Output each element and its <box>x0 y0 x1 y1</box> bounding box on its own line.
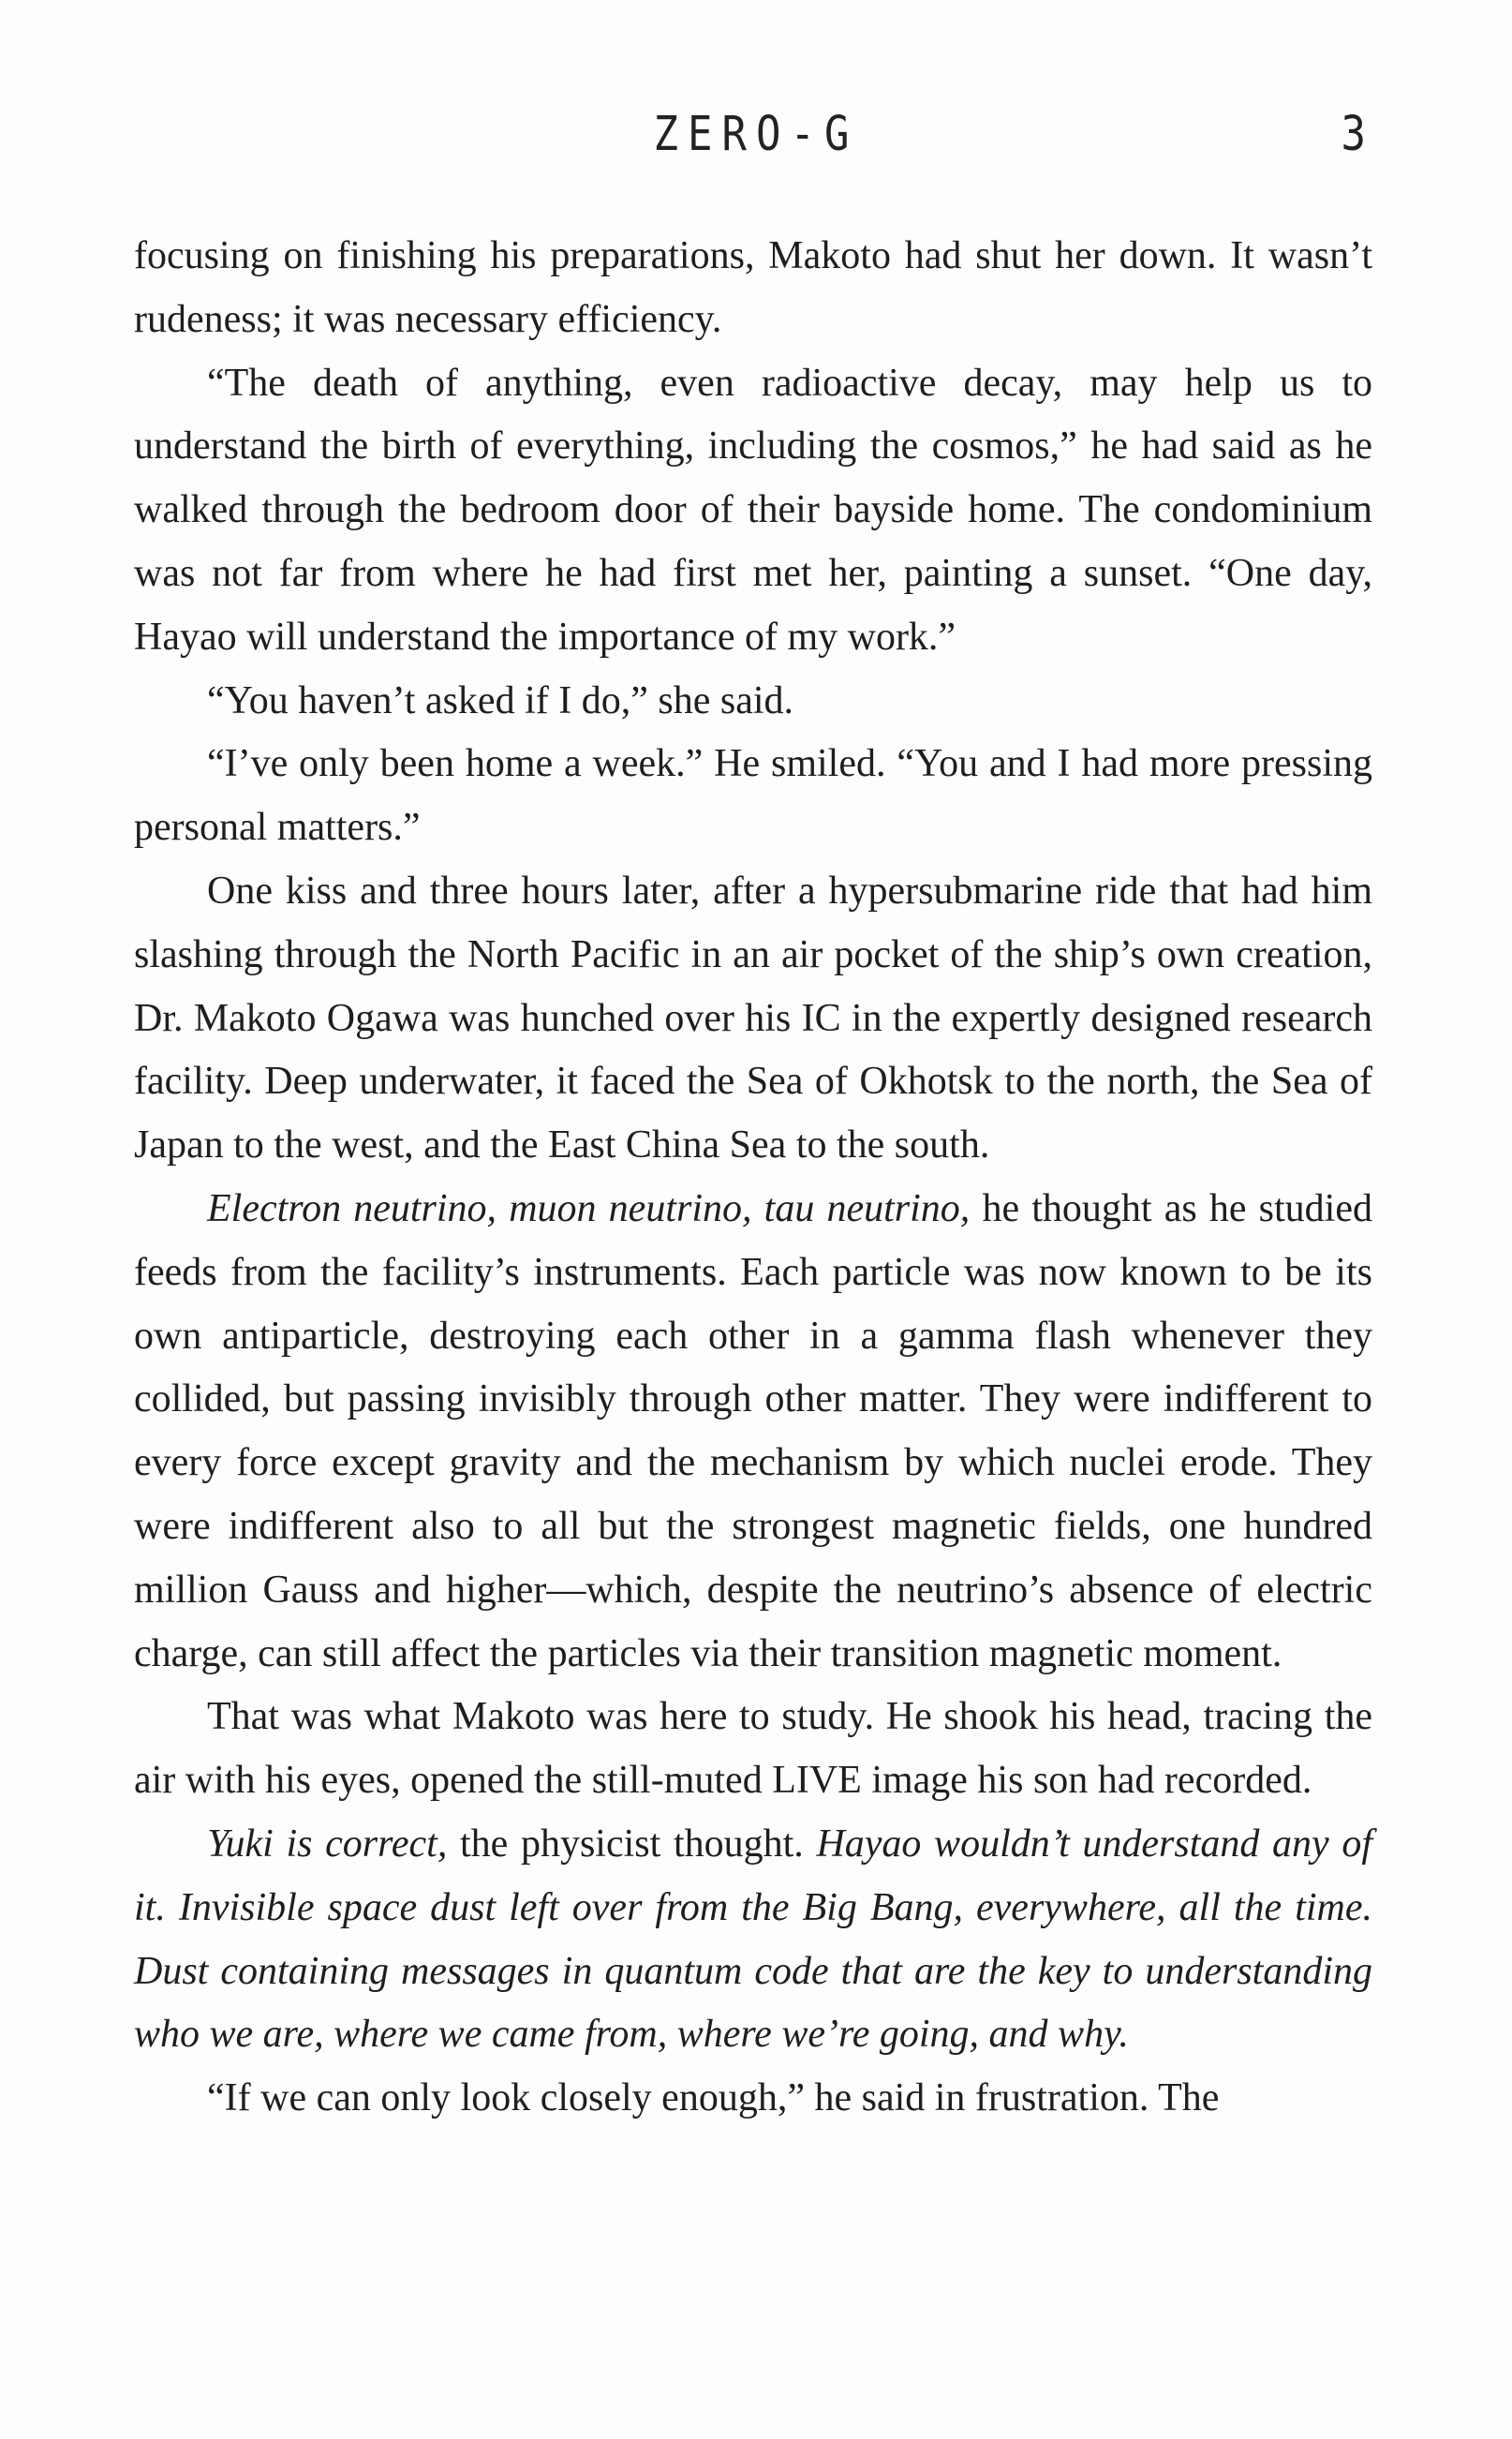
paragraph-7 <box>134 1686 1372 1813</box>
paragraph-6 <box>134 1178 1372 1686</box>
text-segment: he thought as he studied feeds from the facility’s instruments. Each particle was now known to be its own antiparticle, destroying each other in a gamma flash whenever they collided, but passing invisibly through other matter. They were indifferent to every force except gravity and the mechanism by which nuclei erode. They were indifferent also to all but the strongest magnetic fields, one hundred million Gauss and higher—which, despite the neutrino’s absence of electric charge, can still affect the particles via their transition magnetic moment. <box>134 1186 1372 1675</box>
page-number: 3 <box>1341 107 1366 162</box>
italic-segment: Yuki is correct, <box>207 1822 448 1866</box>
text-segment: That was what Makoto was here to study. He shook his head, tracing the air with his eyes, opened the still-muted LIVE image his son had recorded. <box>134 1695 1372 1803</box>
body-text <box>134 225 1372 2131</box>
text-segment: “The death of anything, even radioactive decay, may help us to understand the birth of everything, including the cosmos,” he had said as he walked through the bedroom door of their bayside home. The condominium was not far from where he had first met her, painting a sunset. “One day, Hayao will understand the importance of my work.” <box>134 361 1372 659</box>
running-head <box>0 107 1512 167</box>
paragraph-8 <box>134 1813 1372 2067</box>
paragraph-3 <box>134 670 1372 734</box>
paragraph-4 <box>134 733 1372 860</box>
paragraph-5 <box>134 860 1372 1178</box>
text-segment: the physicist thought. <box>447 1822 817 1866</box>
text-segment: “I’ve only been home a week.” He smiled. “You and I had more pressing personal matters.” <box>134 742 1372 850</box>
paragraph-2 <box>134 352 1372 670</box>
paragraph-9 <box>134 2067 1372 2131</box>
text-segment: One kiss and three hours later, after a hypersubmarine ride that had him slashing through the North Pacific in an air pocket of the ship’s own creation, Dr. Makoto Ogawa was hunched over his IC in the expertly designed research facility. Deep underwater, it faced the Sea of Okhotsk to the north, the Sea of Japan to the west, and the East China Sea to the south. <box>134 869 1372 1167</box>
text-segment: “If we can only look closely enough,” he said in frustration. The <box>207 2076 1220 2120</box>
text-segment: focusing on finishing his preparations, Makoto had shut her down. It wasn’t rudeness; it was necessary efficiency. <box>134 234 1372 341</box>
paragraph-1 <box>134 225 1372 352</box>
running-title: ZERO-G <box>653 107 859 162</box>
italic-segment: Electron neutrino, muon neutrino, tau neutrino, <box>207 1186 971 1230</box>
text-segment: “You haven’t asked if I do,” she said. <box>207 678 794 722</box>
italic-segment: Hayao wouldn’t understand any of it. Invisible space dust left over from the Big Bang, everywhere, all the time. Dust containing messages in quantum code that are the key to understanding who we are, where we came from, where we’re going, and why. <box>134 1822 1372 2057</box>
